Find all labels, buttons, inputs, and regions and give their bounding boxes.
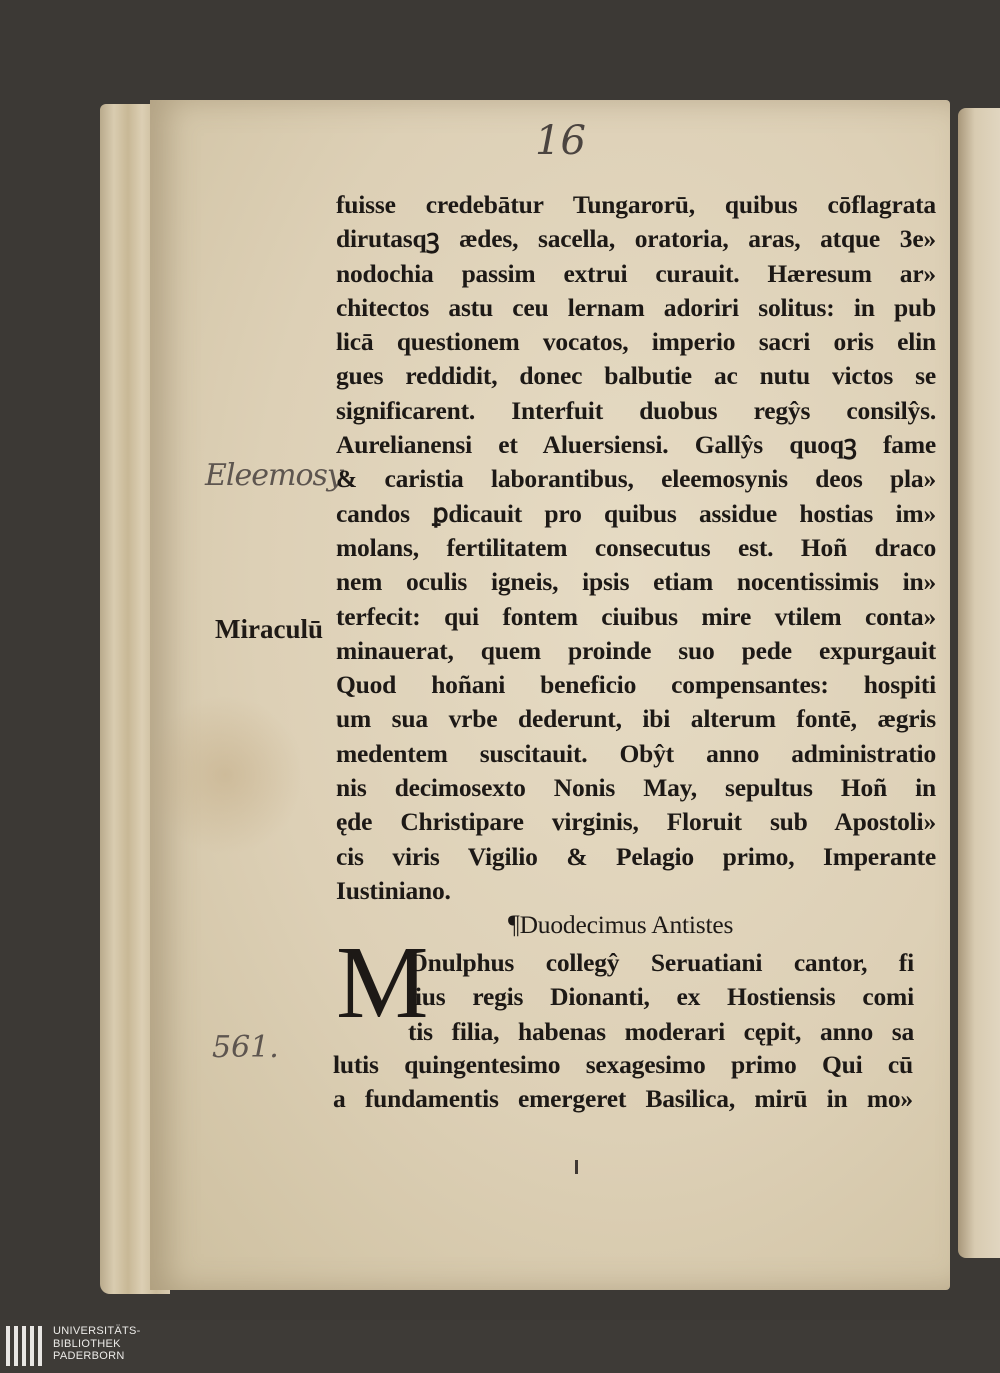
text-line: lius regis Dionanti, ex Hostiensis comi	[408, 982, 914, 1012]
text-line: terfecit: qui fontem ciuibus mire vtilem conta»	[336, 601, 936, 631]
text-line: Quod hoñani beneficio compensantes: hospiti	[336, 670, 936, 700]
text-line: um sua vrbe dederunt, ibi alterum fontē, ægris	[336, 704, 936, 734]
text-line: candos ꝑdicauit pro quibus assidue hostias im»	[336, 498, 936, 528]
drop-cap-lines	[408, 946, 914, 1049]
text-line: molans, fertilitatem consecutus est. Hoñ draco	[336, 532, 936, 562]
text-line: & caristia laborantibus, eleemosynis deos pla»	[336, 464, 936, 494]
text-line: tis filia, habenas moderari cępit, anno sa	[408, 1016, 914, 1046]
text-line: nem oculis igneis, ipsis etiam nocentissimis in»	[336, 567, 936, 597]
library-logo-icon	[6, 1326, 42, 1366]
library-name-line: UNIVERSITÄTS-	[53, 1325, 141, 1337]
text-line: a fundamentis emergeret Basilica, mirū in mo»	[333, 1084, 913, 1114]
text-line: fuisse credebātur Tungarorū, quibus cōflagrata	[336, 190, 936, 219]
text-line: significarent. Interfuit duobus regŷs consilŷs.	[336, 395, 936, 425]
text-line: dirutasqꝫ ædes, sacella, oratoria, aras, atque 3e»	[336, 224, 936, 254]
heading-text: Duodecimus Antistes	[519, 910, 734, 940]
main-text-block	[336, 188, 936, 943]
text-line: Aurelianensi et Aluersiensi. Gallŷs quoqꝫ fame	[336, 430, 936, 460]
text-line: chitectos astu ceu lernam adoriri solitus: in pub	[336, 292, 936, 322]
text-line: cis viris Vigilio & Pelagio primo, Imperante	[336, 841, 936, 871]
pilcrow-icon: ¶	[508, 910, 520, 940]
printed-sidenote: Miraculū	[215, 614, 323, 644]
text-line: gues reddidit, donec balbutie ac nutu victos se	[336, 361, 936, 391]
signature-mark	[575, 1160, 578, 1174]
text-line: ęde Christipare virginis, Floruit sub Apostoli»	[336, 807, 936, 837]
text-line: Iustiniano.	[336, 875, 451, 905]
text-line: licā questionem vocatos, imperio sacri oris elin	[336, 327, 936, 357]
facing-page-edge	[958, 108, 1000, 1258]
margin-year-handwritten: 561.	[212, 1030, 279, 1065]
library-name	[53, 1325, 141, 1363]
text-line: nodochia passim extrui curauit. Hæresum ar»	[336, 258, 936, 288]
paper-stain	[150, 690, 300, 860]
drop-cap-initial: M	[336, 925, 429, 1040]
text-line: lutis quingentesimo sexagesimo primo Qui cū	[333, 1050, 913, 1079]
folio-number: 16	[535, 118, 586, 164]
margin-note-handwritten: Eleemosy	[205, 458, 343, 493]
text-line: Onulphus collegŷ Seruatiani cantor, fi	[408, 948, 914, 977]
library-footer	[0, 1320, 1000, 1373]
text-line: minauerat, quem proinde suo pede expurgauit	[336, 635, 936, 665]
text-line: nis decimosexto Nonis May, sepultus Hoñ in	[336, 773, 936, 803]
library-name-line: PADERBORN	[53, 1350, 125, 1362]
library-name-line: BIBLIOTHEK	[53, 1337, 121, 1350]
closing-lines	[333, 1048, 913, 1117]
text-line: medentem suscitauit. Obŷt anno administratio	[336, 738, 936, 768]
